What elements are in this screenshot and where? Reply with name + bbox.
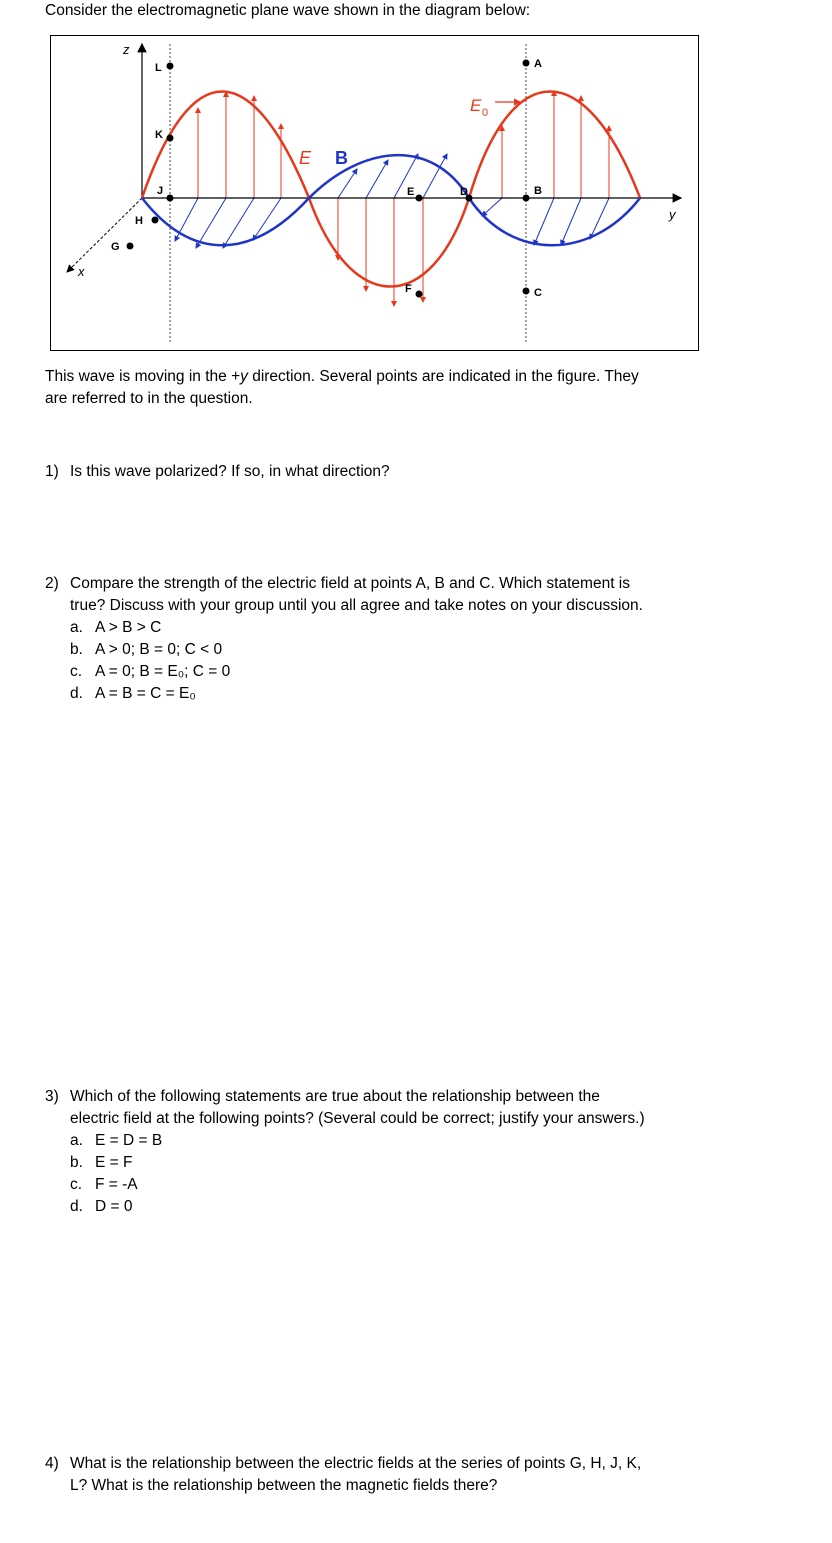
- question-3: [45, 1086, 725, 1218]
- amplitude-label: E: [470, 96, 482, 115]
- points: [111, 58, 542, 299]
- question-text: What is the relationship between the electric fields at the series of points G, H, J, K,: [70, 1455, 642, 1472]
- point-c: [523, 288, 530, 295]
- description: This wave is moving in the +y direction. Several points are indicated in the figure. They are referred to in the question.: [45, 368, 639, 407]
- point-c-label: C: [534, 287, 542, 299]
- b-field-vectors: [175, 154, 609, 248]
- point-a: [523, 60, 530, 67]
- x-axis: [67, 198, 142, 272]
- point-f-label: F: [405, 283, 412, 295]
- option-d: d. A = B = C = E₀: [70, 685, 196, 702]
- question-1: [45, 461, 725, 483]
- point-b-label: B: [534, 185, 542, 197]
- point-d-label: D: [460, 186, 468, 198]
- question-4: [45, 1453, 725, 1497]
- magnetic-field-wave: [142, 155, 640, 245]
- point-k-label: K: [155, 129, 163, 141]
- question-text: Compare the strength of the electric field at points A, B and C. Which statement is: [70, 575, 630, 592]
- option-c: c. F = -A: [70, 1176, 138, 1193]
- em-wave-diagram: [50, 35, 699, 351]
- wave-svg: [51, 36, 698, 350]
- option-b: b. E = F: [70, 1154, 133, 1171]
- point-j: [167, 195, 174, 202]
- option-d: d. D = 0: [70, 1198, 133, 1215]
- question-2: [45, 573, 725, 705]
- y-axis-label: y: [669, 207, 676, 222]
- question-number: 2): [45, 575, 59, 592]
- z-axis-label: z: [123, 42, 130, 57]
- option-a: a. A > B > C: [70, 619, 162, 636]
- point-g-label: G: [111, 241, 120, 253]
- question-text: L? What is the relationship between the magnetic fields there?: [70, 1477, 498, 1494]
- point-h: [152, 217, 159, 224]
- question-number: 3): [45, 1088, 59, 1105]
- amplitude-subscript: 0: [482, 107, 489, 119]
- e-field-label: E: [299, 148, 312, 168]
- option-a: a. E = D = B: [70, 1132, 163, 1149]
- point-k: [167, 135, 174, 142]
- point-l-label: L: [155, 62, 162, 74]
- point-h-label: H: [135, 215, 143, 227]
- intro-text: Consider the electromagnetic plane wave shown in the diagram below:: [45, 2, 531, 19]
- question-number: 1): [45, 463, 59, 480]
- point-e: [416, 195, 423, 202]
- question-text: electric field at the following points? (Several could be correct; justify your answers.): [70, 1110, 645, 1127]
- point-e-label: E: [407, 186, 415, 198]
- question-text: Which of the following statements are true about the relationship between the: [70, 1088, 600, 1105]
- question-text: true? Discuss with your group until you all agree and take notes on your discussion.: [70, 597, 643, 614]
- question-text: Is this wave polarized? If so, in what direction?: [70, 463, 390, 480]
- x-axis-label: x: [78, 264, 85, 279]
- point-l: [167, 63, 174, 70]
- b-field-label: B: [335, 148, 348, 168]
- option-c: c. A = 0; B = E₀; C = 0: [70, 663, 231, 680]
- point-g: [127, 243, 134, 250]
- point-f: [416, 291, 423, 298]
- option-b: b. A > 0; B = 0; C < 0: [70, 641, 223, 658]
- point-b: [523, 195, 530, 202]
- point-j-label: J: [157, 185, 164, 197]
- question-number: 4): [45, 1455, 59, 1472]
- point-a-label: A: [534, 58, 542, 70]
- electric-field-wave: [142, 92, 640, 287]
